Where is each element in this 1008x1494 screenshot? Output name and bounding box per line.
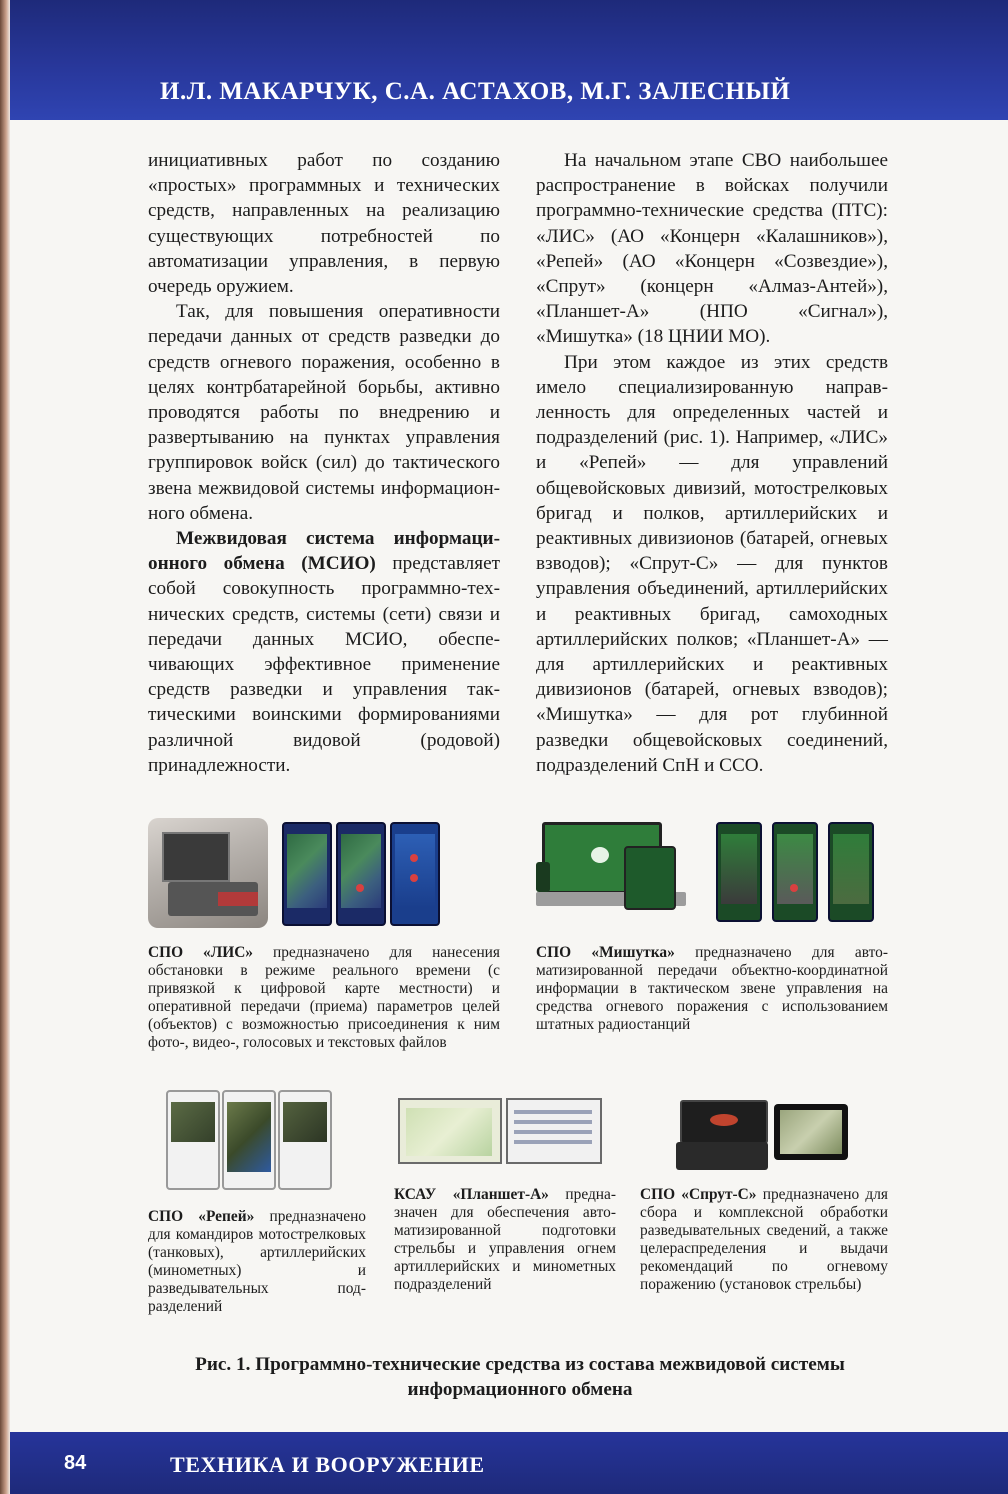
paragraph: Так, для повышения оперативности передачи данных от средств разведки до средств огневого поражения, особенно в целях контрбатарейной борьбы, активно проводятся работы по внедрению и развертыванию на пунктах управления группировок войск (сил) до тактического звена межвидовой системы информационного обмена. <box>148 301 500 524</box>
right-column <box>536 148 888 778</box>
journal-title: ТЕХНИКА И ВООРУЖЕНИЕ <box>170 1452 485 1477</box>
laptop-icon <box>162 832 230 882</box>
lis-phone-screen <box>282 822 332 926</box>
mishutka-phone-screen <box>772 822 818 922</box>
term-msio: Межвидовая система информационного обмена (МСИО) <box>148 528 500 575</box>
planshet-screen <box>506 1098 602 1164</box>
caption-lis: СПО «ЛИС» предназначено для нанесения обстановки в режиме реального времени (с привязкой к цифровой карте местности) и оперативной передачи (приема) параметров целей (объектов) с возможностью присоединения к ним фото-, видео-, голосовых и текстовых файлов <box>148 944 500 1051</box>
paragraph-text: представляет собой совокупность программно-технических средств, системы (сети) связи и передачи данных МСИО, обеспечивающих эффективное применение средств разведки и управления тактическими воинскими формированиями различной видовой (родовой) принадлежности. <box>148 553 500 776</box>
planshet-screen <box>398 1098 502 1164</box>
paragraph: На начальном этапе СВО наибольшее распространение в войсках получили программно-технические средства (ПТС): «ЛИС» (АО «Концерн «Калашников»), «Репей» (АО «Концерн «Созвездие»), «Спрут» (концерн «Алмаз-Антей»), «Планшет-А» (НПО «Сигнал»), «Мишутка» (18 ЦНИИ МО). <box>536 150 888 348</box>
sprut-laptop <box>676 1100 768 1172</box>
phone-icon <box>536 862 550 892</box>
sprut-tablet <box>774 1104 848 1160</box>
authors: И.Л. МАКАРЧУК, С.А. АСТАХОВ, М.Г. ЗАЛЕСНЫЙ <box>160 78 791 105</box>
caption-mishutka: СПО «Мишутка» предназначено для автоматизированной передачи объектно-координатной информации в тактическом звене управления на средства огневого поражения с использованием штатных радиостанций <box>536 944 888 1033</box>
figure-title: Рис. 1. Программно-технические средства из состава межвидовой системы информационного обмена <box>195 1354 845 1400</box>
paragraph: При этом каждое из этих средств имело специализированную направленность для определенных частей и подразделений (рис. 1). Например, «ЛИС» и «Репей» — для управлений общевойсковых дивизий, мотострелковых бригад и полков, артиллерийских и реактивных дивизионов (батарей, огневых взводов); «Спрут-С» — для пунктов управления объединений, артиллерийских и реактивных бригад, самоходных артиллерийских полков; «Планшет-А» — для артиллерийских и реактивных дивизионов (батарей, огневых взводов); «Мишутка» — для рот глубинной разведки общевойсковых соединений, подразделений СпН и ССО. <box>536 351 888 776</box>
repei-phone-screen <box>166 1090 220 1190</box>
tablet-icon <box>624 846 676 910</box>
paragraph: инициативных работ по созданию «простых» программных и технических средств, направленных на реализацию существующих потребностей по автоматизации управления, в первую очередь оружием. <box>148 150 500 298</box>
keyboard-icon <box>676 1142 768 1170</box>
caption-planshet: КСАУ «Планшет-А» предназначен для обеспечения автоматизированной подготовки стрельбы и управления огнем артиллерийских и минометных подразделений <box>394 1186 617 1293</box>
caption-sprut: СПО «Спрут-С» предназначено для сбора и комплексной обработки разведывательных сведений, а также целераспределения и выдачи рекомендаций по огневому поражению (установок стрельбы) <box>640 1186 888 1293</box>
repei-phone-screen <box>222 1090 276 1190</box>
device-panel <box>218 892 258 906</box>
mishutka-phone-screen <box>716 822 762 922</box>
page-number: 84 <box>64 1452 87 1474</box>
lis-phone-screen <box>336 822 386 926</box>
left-column <box>148 148 500 778</box>
mishutka-laptop <box>536 822 686 908</box>
lis-photo <box>148 818 268 928</box>
mishutka-phone-screen <box>828 822 874 922</box>
page-edge <box>0 0 10 1494</box>
footer-band <box>10 1432 1008 1494</box>
caption-repei: СПО «Репей» предназначено для командиров мотострелковых (танковых), артиллерийских (минометных) и разведывательных подразделений <box>148 1208 366 1315</box>
paragraph <box>148 526 500 778</box>
header-band <box>10 0 1008 120</box>
map-icon <box>406 1108 492 1156</box>
repei-phone-screen <box>278 1090 332 1190</box>
lis-phone-screen <box>390 822 440 926</box>
map-icon <box>780 1110 842 1154</box>
